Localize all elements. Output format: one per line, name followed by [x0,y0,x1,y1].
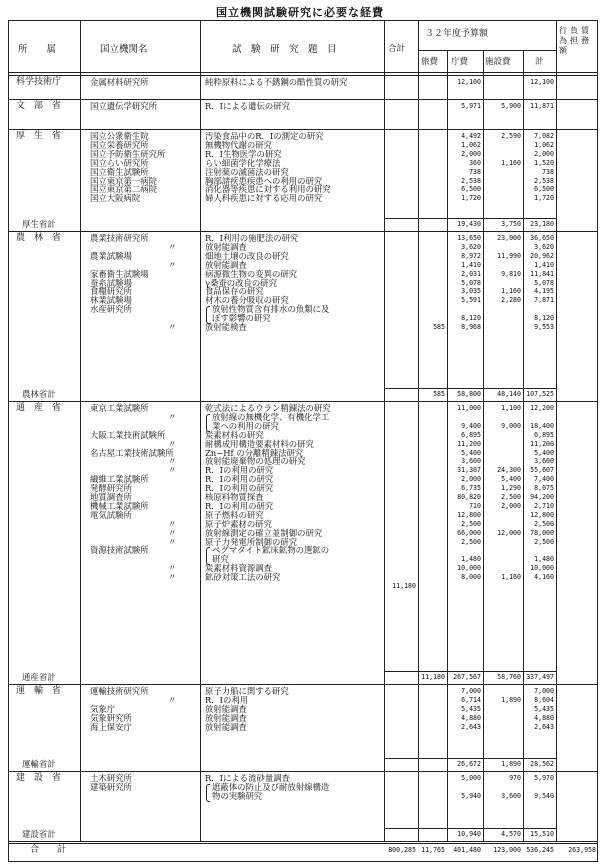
institution-name: 農業技術研究所 [90,233,149,243]
institution-name: 国立東京第二病院 [90,184,157,195]
cell-agency: 2,031 [461,269,481,278]
cell-sum: 12,100 [530,78,554,86]
header-sum: 計 [535,57,544,67]
header-other-char: 負 [570,26,578,35]
cell-facility: 5,400 [501,475,521,484]
institution-name: 蚕糸試験場 [90,277,132,288]
cell-agency: 738 [469,167,481,176]
cell-agency: 5,078 [461,278,481,287]
cell-sum: 55,607 [530,466,554,475]
institution-name: 電気試験所 [90,509,132,520]
research-topic: 放射能調査 [205,712,247,723]
research-topic: 鉱砂対策工法の研究 [205,572,281,583]
grand-total-label: 合 計 [30,845,67,855]
cell-sum: 1,720 [534,194,554,203]
header-total: 合計 [388,44,406,54]
header-facility: 施設費 [485,57,511,67]
research-topic: 注射薬の滅菌法の研究 [205,166,289,177]
cell-facility: 970 [509,774,521,782]
research-topic: 消化器等疾患に対する利用の研究 [205,184,331,195]
cell-facility: 11,990 [497,251,521,260]
research-topic: R．Iの利用の研究 [205,483,274,494]
cell-agency: 3,600 [461,457,481,466]
cell-facility: 2,000 [501,501,521,510]
cell-sum: 4,160 [534,573,554,582]
cell-agency: 2,000 [461,149,481,158]
research-topic: γ桑蚕の改良の研究 [205,277,278,288]
subtotal-label: 運輸省計 [22,759,56,769]
institution-name: 〃 [168,241,177,252]
cell-sum: 6,500 [534,185,554,194]
cell-agency: 5,591 [461,296,481,305]
cell-sum: 5,435 [534,704,554,713]
subtotal-rule [384,828,556,829]
research-topic-cont: 物の実験研究 [212,790,263,801]
cell-agency: 1,720 [461,194,481,203]
cell-sum: 11,200 [530,439,554,448]
ministry-name: 文 部 省 [16,101,62,111]
cell-agency: 5,971 [461,102,481,110]
institution-name: 〃 [168,694,177,705]
research-topic: 耐構成用構造要素材料の研究 [205,438,314,449]
institution-name: 〃 [168,536,177,547]
cell-sum: 11,841 [530,269,554,278]
header-other-char: 為 [559,36,567,45]
cell-agency: 11,200 [457,439,481,448]
subtotal-agency: 58,800 [457,390,481,398]
institution-name: 機械工業試験所 [90,500,149,511]
cell-facility: 1,890 [501,695,521,704]
institution-name: 国立らい研究所 [90,157,149,168]
subtotal-agency: 267,567 [453,673,481,681]
cell-agency: 12,100 [457,78,481,86]
institution-name: 〃 [168,465,177,476]
grand-total-agency: 401,480 [453,846,481,854]
subtotal-facility: 58,760 [497,673,521,681]
cell-agency: 5,400 [461,448,481,457]
institution-name: 国立栄養研究所 [90,139,149,150]
cell-sum: 11,871 [530,102,554,110]
cell-sum: 3,620 [534,242,554,251]
research-topic: 食品保存の研究 [205,286,264,297]
institution-name: 資源技術試験所 [90,545,149,556]
ministry-name: 通 産 省 [16,403,62,413]
research-topic: 乾式法によるウラン精錬法の研究 [205,403,331,413]
cell-sum: 9,540 [534,791,554,800]
header-institution: 国立機関名 [100,44,148,55]
header-budget-group: ３２年度予算額 [425,29,489,39]
institution-name: 地質調査所 [90,492,132,502]
cell-sum: 1,062 [534,140,554,149]
cell-facility: 2,590 [501,132,521,140]
research-topic: 婦人科疾患に対する応用の研究 [205,193,323,204]
research-topic: 畑地土壌の改良の研究 [205,250,289,261]
cell-facility: 24,300 [497,466,521,475]
research-topic: 胸部諸疾患疾患への利用の研究 [205,175,323,186]
institution-name: 〃 [168,527,177,538]
cell-agency: 360 [469,158,481,167]
institution-name: 〃 [168,322,177,332]
cell-agency: 3,035 [461,287,481,296]
research-topic-cont: 業への利用の研究 [212,420,279,431]
research-topic: Zn−Hf の分離精錬法研究 [205,447,304,458]
subtotal-sum: 15,510 [530,830,554,838]
header-travel: 旅費 [421,57,439,67]
cell-agency: 6,500 [461,185,481,194]
institution-name: 家畜衛生試験場 [90,268,149,279]
cell-agency: 8,972 [461,251,481,260]
research-topic: 炭素材料の研究 [205,429,264,440]
research-topic: 原子燃料の研究 [205,509,264,520]
cell-sum: 10,000 [530,564,554,573]
cell-sum: 5,400 [534,448,554,457]
research-topic: 放射線の無機化学、有機化学工 [212,411,330,422]
research-topic: R．Iの利用の研究 [205,500,274,511]
cell-sum: 7,400 [534,475,554,484]
cell-agency: 2,500 [461,537,481,546]
subtotal-agency: 19,430 [457,220,481,228]
cell-facility: 2,500 [501,493,521,501]
subtotal-label: 通産省計 [22,672,56,682]
grand-total-rule [8,843,598,844]
cell-sum: 4,195 [534,287,554,296]
institution-name: 国立予防衛生研究所 [90,148,166,159]
research-topic: R．Iによる遺伝の研究 [205,101,290,111]
column-rule [384,20,385,842]
cell-sum: 78,000 [530,528,554,537]
cell-agency: 7,000 [461,687,481,695]
column-rule [200,20,201,842]
cell-sum: 36,650 [530,234,554,242]
research-topic: 放射線測定の確立並制御の研究 [205,527,323,538]
subtotal-label: 厚生省計 [22,219,56,229]
cell-sum: 94,200 [530,493,554,501]
cell-agency: 3,620 [461,242,481,251]
header-other-char: 額 [559,46,567,55]
research-topic: R．Iによる流砂量調査 [205,773,290,783]
research-topic: らい細菌学化学療法 [205,157,281,168]
cell-sum: 1,480 [534,555,554,564]
cell-sum: 1,410 [534,260,554,269]
institution-name: 〃 [168,438,177,449]
subtotal-agency: 10,940 [457,830,481,838]
institution-name: 〃 [168,563,177,574]
cell-agency: 4,492 [461,132,481,140]
cell-agency: 31,307 [457,466,481,475]
research-topic: R．Iの利用 [205,694,249,705]
cell-agency: 2,643 [461,722,481,731]
header-other-char: 務 [581,36,589,45]
subtotal-agency: 26,672 [457,760,481,768]
institution-name: 〃 [168,259,177,270]
research-topic: R．I利用の施肥法の研究 [205,233,299,243]
section-rule [8,841,598,842]
cell-sum: 5,970 [534,774,554,782]
institution-name: 水産研究所 [90,304,132,315]
cell-agency: 1,480 [461,555,481,564]
cell-facility: 1,160 [501,573,521,582]
section-rule [8,684,598,685]
cell-agency: 710 [469,501,481,510]
research-topic: 純粋原料による不銹鋼の酷性質の研究 [205,77,348,87]
cell-agency: 1,062 [461,140,481,149]
cell-agency: 8,000 [461,573,481,582]
institution-name: 国立公衆衛生院 [90,131,149,141]
grand-total-other: 263,958 [568,846,596,854]
subtotal-facility: 4,570 [501,830,521,838]
column-rule [483,50,484,842]
subtotal-label: 農林省計 [22,389,56,399]
cell-sum: 2,500 [534,519,554,528]
cell-facility: 2,280 [501,296,521,305]
cell-facility: 3,600 [501,791,521,800]
header-topic: 試 験 研 究 題 目 [232,44,337,55]
cell-sum: 20,962 [530,251,554,260]
header-other-char: 担 [570,36,578,45]
cell-agency: 6,714 [461,695,481,704]
cell-sum: 2,538 [534,176,554,185]
header-bottom-rule [8,75,598,76]
page-title: 国立機関試験研究に必要な経費 [216,6,384,19]
cell-facility: 1,290 [501,484,521,493]
institution-name: 国立衛生試験所 [90,166,149,177]
header-bottom-rule [8,72,598,73]
institution-name: 食糧研究所 [90,286,132,297]
cell-total: 11,180 [392,582,416,590]
institution-name: 林業試験場 [90,295,132,306]
cell-sum: 2,643 [534,722,554,731]
cell-sum: 6,895 [534,430,554,439]
cell-agency: 10,000 [457,564,481,573]
institution-name: 繊維工業試験所 [90,474,149,485]
research-topic: 遮蔽体の防止及び耐放射線構造 [212,781,330,792]
research-topic: 無機物代謝の研究 [205,139,272,150]
research-topic: 炭素材料資源調査 [205,563,272,574]
research-topic: 放射能調査 [205,241,247,252]
cell-agency: 2,000 [461,475,481,484]
grand-total-facility: 123,000 [493,846,521,854]
research-topic: 放射能調査 [205,259,247,270]
cell-facility: 12,000 [497,528,521,537]
research-topic: 放射能調査 [205,721,247,732]
institution-name: 気象庁 [90,703,116,714]
cell-sum: 8,120 [534,314,554,323]
section-rule [8,771,598,772]
research-topic: R．Iの利用の研究 [205,465,274,476]
cell-sum: 7,000 [534,687,554,695]
subtotal-sum: 107,525 [526,390,554,398]
subtotal-travel: 11,180 [421,673,445,681]
institution-name: 国立大阪病院 [90,193,141,204]
cell-sum: 7,871 [534,296,554,305]
cell-agency: 9,400 [461,421,481,430]
research-topic: R．I生物医学の研究 [205,148,282,159]
cell-sum: 5,078 [534,278,554,287]
header-ministry: 所 属 [18,44,57,55]
cell-facility: 1,160 [501,158,521,167]
research-topic: 放射能調査 [205,703,247,714]
cell-sum: 8,604 [534,695,554,704]
topic-bracket [206,784,210,802]
cell-agency: 2,500 [461,519,481,528]
institution-name: 発酵研究所 [90,483,132,494]
institution-name: 農業試験場 [90,250,132,261]
cell-agency: 2,538 [461,176,481,185]
research-topic: 材木の養分吸収の研究 [205,295,289,306]
subtotal-rule [384,388,556,389]
research-topic: ペグマタイト鉱床鉱物の選鉱の [212,545,330,556]
institution-name: 〃 [168,518,177,529]
institution-name: 気象研究所 [90,712,132,723]
ministry-name: 厚 生 省 [16,131,62,141]
subtotal-sum: 23,180 [530,220,554,228]
cell-agency: 6,895 [461,430,481,439]
research-topic-cont: 研究 [212,554,229,565]
cell-sum: 18,400 [530,421,554,430]
cell-agency: 11,000 [457,404,481,412]
institution-name: 運輸技術研究所 [90,686,149,696]
research-topic-cont: ぼす影響の研究 [212,313,271,324]
cell-agency: 8,968 [461,323,481,331]
institution-name: 土木研究所 [90,773,132,783]
cell-agency: 5,940 [461,791,481,800]
cell-facility: 1,100 [501,404,521,412]
subtotal-label: 建設省計 [22,829,56,839]
cell-sum: 2,710 [534,501,554,510]
section-rule [8,401,598,402]
research-topic: 汚染食品中のR．Iの測定の研究 [205,131,324,141]
cell-facility: 5,900 [501,102,521,110]
subtotal-sum: 28,562 [530,760,554,768]
ministry-name: 科学技術庁 [16,77,62,87]
ministry-name: 建 設 省 [16,773,62,783]
cell-sum: 738 [542,167,554,176]
header-other-char: 賃 [581,26,589,35]
column-rule [556,20,557,842]
cell-facility: 1,160 [501,287,521,296]
cell-agency: 6,735 [461,484,481,493]
cell-agency: 4,880 [461,713,481,722]
section-rule [8,129,598,130]
header-other-char: 行 [559,26,567,35]
grand-total-total: 800,285 [388,846,416,854]
grand-total-sum: 536,245 [526,846,554,854]
cell-agency: 66,000 [457,528,481,537]
column-rule [418,20,419,842]
header-subrule [418,50,556,51]
cell-sum: 12,200 [530,404,554,412]
subtotal-rule [384,671,556,672]
institution-name: 東京工業試験所 [90,403,149,413]
institution-name: 〃 [168,411,177,422]
cell-sum: 2,000 [534,149,554,158]
cell-sum: 12,800 [530,510,554,519]
institution-name: 〃 [168,572,177,583]
institution-name: 大阪工業技術試験所 [90,429,166,440]
subtotal-sum: 337,497 [526,673,554,681]
subtotal-travel: 585 [433,390,445,398]
subtotal-rule [384,218,556,219]
cell-sum: 8,075 [534,484,554,493]
institution-name: 名古屋工業技術試験所 [90,447,174,458]
research-topic: 放射性物質含有排水の魚類に及 [212,304,330,315]
research-topic: 原子力発電所制御の研究 [205,536,298,547]
cell-sum: 3,600 [534,457,554,466]
cell-agency: 13,650 [457,234,481,242]
cell-sum: 9,553 [534,323,554,331]
subtotal-facility: 3,750 [501,220,521,228]
cell-agency: 8,120 [461,314,481,323]
cell-facility: 23,000 [497,234,521,242]
cell-facility: 9,000 [501,421,521,430]
institution-name: 海上保安庁 [90,721,132,732]
research-topic: 核原料物質探査 [205,492,264,502]
institution-name: 国立東京第一病院 [90,175,157,186]
research-topic: 放射能廃棄物の処理の研究 [205,456,306,467]
header-agency: 庁費 [451,57,469,67]
research-topic: 原子炉素材の研究 [205,518,272,529]
cell-agency: 12,800 [457,510,481,519]
section-rule [8,231,598,232]
column-rule [80,20,81,842]
institution-name: 国立遺伝学研究所 [90,101,157,111]
cell-facility: 9,810 [501,269,521,278]
ministry-name: 農 林 省 [16,233,62,243]
research-topic: 放射能検査 [205,322,247,332]
cell-agency: 1,410 [461,260,481,269]
institution-name: 金属材料研究所 [90,77,149,87]
cell-agency: 80,820 [457,493,481,501]
section-rule [8,99,598,100]
cell-travel: 585 [433,323,445,331]
cell-sum: 4,880 [534,713,554,722]
cell-agency: 5,435 [461,704,481,713]
subtotal-facility: 48,140 [497,390,521,398]
institution-name: 〃 [168,456,177,467]
grand-total-travel: 11,765 [421,846,445,854]
cell-sum: 1,520 [534,158,554,167]
research-topic: 病源微生物の変異の研究 [205,268,298,279]
research-topic: 原子力船に関する研究 [205,686,289,696]
ministry-name: 運 輸 省 [16,686,62,696]
research-topic: R．Iの利用の研究 [205,474,274,485]
cell-agency: 5,000 [461,774,481,782]
cell-sum: 7,082 [534,132,554,140]
subtotal-rule [384,758,556,759]
cell-sum: 2,500 [534,537,554,546]
subtotal-facility: 1,890 [501,760,521,768]
institution-name: 建築研究所 [90,781,132,792]
